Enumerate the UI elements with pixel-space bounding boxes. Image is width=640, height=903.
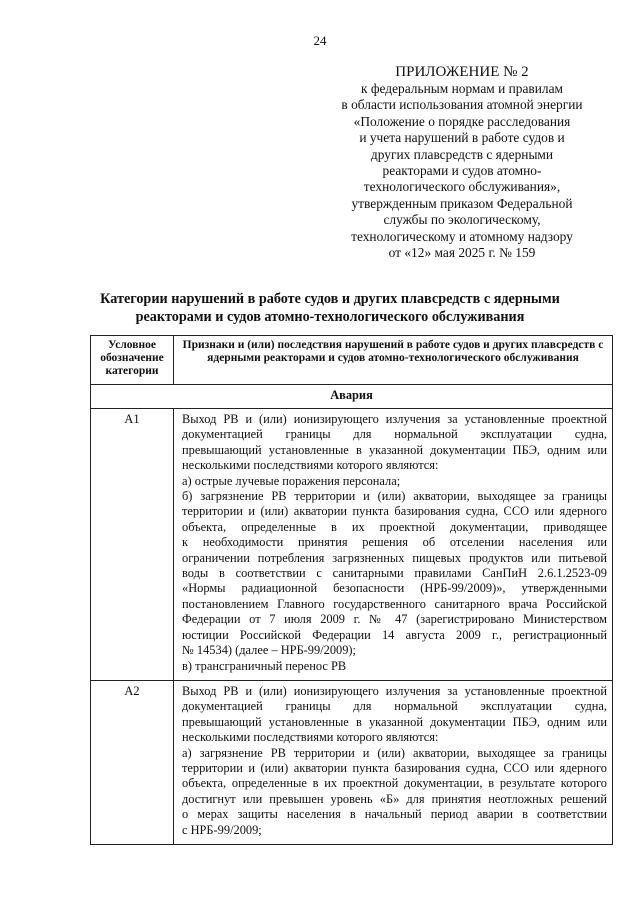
description-line: документацией границы для нормальной эксплуатации судна, — [182, 699, 607, 714]
description-line: а) острые лучевые поражения персонала; — [182, 473, 401, 488]
appendix-line: от «12» мая 2025 г. № 159 — [388, 245, 536, 261]
description-line: постановлением Главного государственного санитарного врача Российской — [182, 596, 607, 611]
heading-line: реакторами и судов атомно-технологического обслуживания — [135, 309, 525, 325]
description-line: объекта, определенные в их проектной документации, в результате которого — [182, 776, 607, 791]
description-line: Федерации от 7 июля 2009 г. № 47 (зарегистрировано Министерством — [182, 612, 607, 627]
page-number: 24 — [313, 33, 327, 48]
header-description-column: Признаки и (или) последствия нарушений в работе судов и других плавсредств с ядерными реакторами и судов атомно-технологического обслуживания — [174, 336, 613, 385]
appendix-line: технологическому и атомному надзору — [351, 228, 573, 244]
description-line: несколькими последствиями которого являются: — [182, 458, 439, 473]
appendix-line: и учета нарушений в работе судов и — [359, 130, 565, 146]
description-line: ограничении потребления загрязненных пищевых продуктов или питьевой — [182, 550, 607, 565]
category-description — [174, 409, 613, 681]
categories-table — [90, 335, 613, 845]
description-line: а) загрязнение РВ территории и (или) акватории, выходящее за границы — [182, 745, 607, 760]
heading-line: Категории нарушений в работе судов и других плавсредств с ядерными — [100, 291, 560, 307]
description-line: достигнут или превышен уровень «Б» для принятия неотложных решений — [182, 791, 607, 806]
document-heading — [60, 290, 600, 326]
description-line: в) трансграничный перенос РВ — [182, 658, 347, 673]
appendix-header — [300, 63, 624, 261]
description-line: «Нормы радиационной безопасности (НРБ-99/2009)», утвержденными — [182, 581, 607, 596]
description-line: юстиции Российской Федерации 14 августа 2009 г., регистрационный — [182, 627, 607, 642]
section-title: Авария — [91, 385, 613, 409]
description-line: о мерах защиты населения в начальный период аварии в соответствии — [182, 807, 607, 822]
description-line: территории и (или) акватории пункта базирования судна, ССО или ядерного — [182, 504, 607, 519]
header-code-column: Условное обозначение категории — [91, 336, 174, 385]
description-line: превышающий установленные в указанной документации ПБЭ, одним или — [182, 714, 607, 729]
appendix-title: ПРИЛОЖЕНИЕ № 2 — [395, 64, 529, 80]
description-line: документацией границы для нормальной эксплуатации судна, — [182, 427, 607, 442]
category-code: А2 — [91, 680, 174, 844]
description-line: к необходимости принятия решения об отселении населения или — [182, 535, 607, 550]
appendix-line: реакторами и судов атомно- — [382, 163, 542, 179]
description-line: Выход РВ и (или) ионизирующего излучения за установленные проектной — [182, 683, 607, 698]
table-row — [91, 680, 613, 844]
description-line: воды в соответствии с санитарными правилами СанПиН 2.6.1.2523-09 — [182, 566, 607, 581]
appendix-line: к федеральным нормам и правилам — [361, 81, 563, 96]
description-line: несколькими последствиями которого являются: — [182, 730, 439, 745]
appendix-line: технологического обслуживания», — [363, 179, 561, 195]
table-header-row — [91, 336, 613, 385]
description-line: превышающий установленные в указанной документации ПБЭ, одним или — [182, 442, 607, 457]
description-line: территории и (или) акватории пункта базирования судна, ССО или ядерного — [182, 760, 607, 775]
section-row — [91, 385, 613, 409]
appendix-line: утвержденным приказом Федеральной — [351, 195, 573, 211]
table-row — [91, 409, 613, 681]
description-line: б) загрязнение РВ территории и (или) акватории, выходящее за границы — [182, 489, 607, 504]
appendix-line: «Положение о порядке расследования — [353, 113, 571, 129]
description-line: с НРБ-99/2009; — [182, 822, 262, 837]
appendix-line: службы по экологическому, — [383, 212, 541, 228]
description-line: Выход РВ и (или) ионизирующего излучения за установленные проектной — [182, 412, 607, 426]
description-line: объекта, определенные в их проектной документации, приводящее — [182, 519, 607, 534]
appendix-line: в области использования атомной энергии — [341, 97, 583, 113]
category-description — [174, 680, 613, 844]
category-code: А1 — [91, 409, 174, 681]
appendix-line: других плавсредств с ядерными — [370, 146, 554, 162]
description-line: № 14534) (далее – НРБ-99/2009); — [182, 643, 356, 658]
